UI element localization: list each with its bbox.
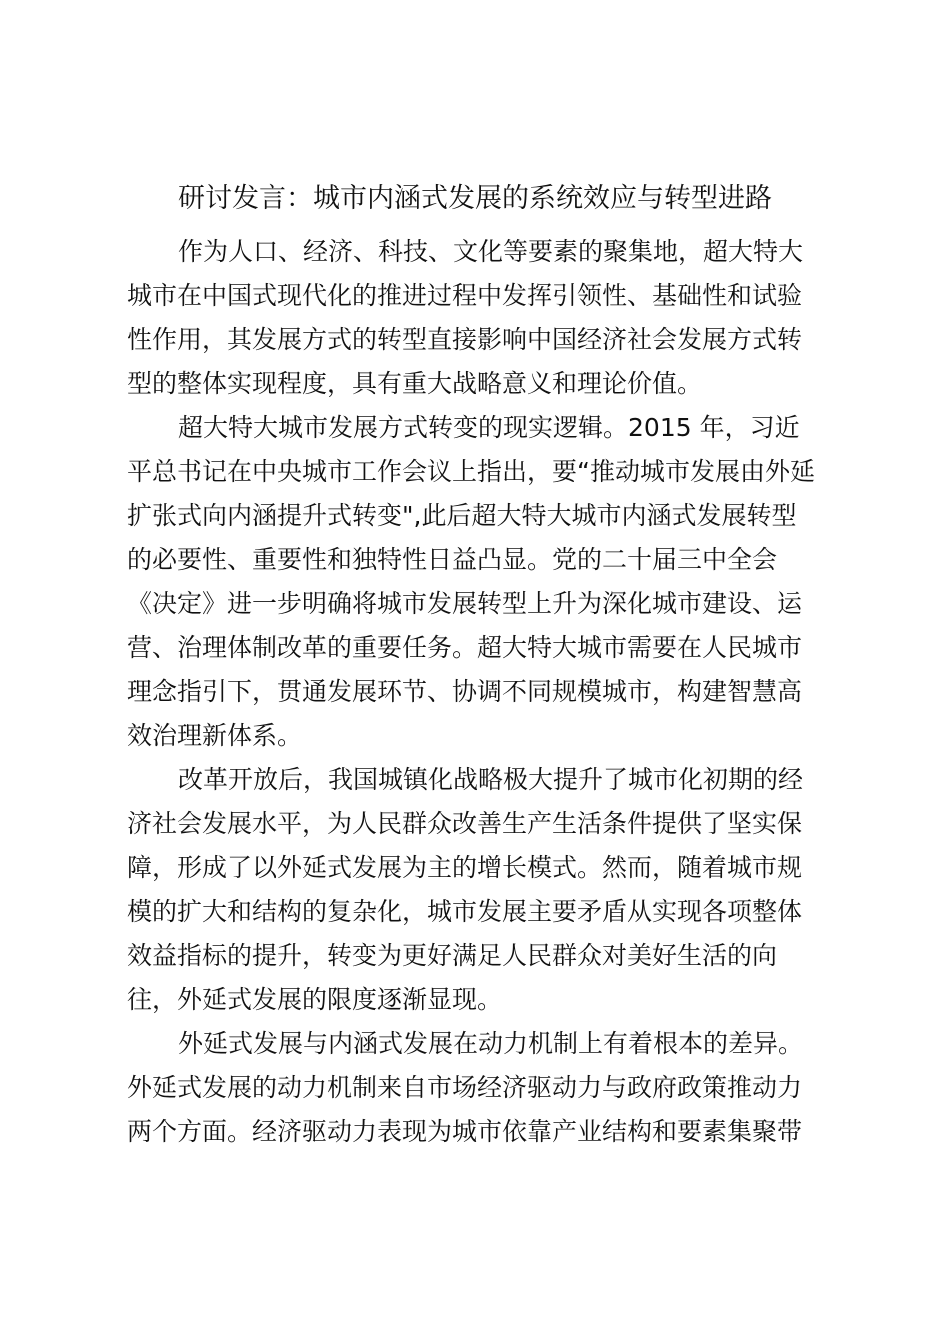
paragraph-line: 理念指引下，贯通发展环节、协调不同规模城市，构建智慧高 [127, 677, 803, 706]
paragraph-line: 外延式发展的动力机制来自市场经济驱动力与政府政策推动力 [127, 1073, 803, 1102]
paragraph-line: 外延式发展与内涵式发展在动力机制上有着根本的差异。 [178, 1029, 804, 1058]
paragraph-line: 的必要性、重要性和独特性日益凸显。党的二十届三中全会 [127, 545, 778, 574]
paragraph-line: 改革开放后，我国城镇化战略极大提升了城市化初期的经 [178, 765, 804, 794]
document-title: 研讨发言：城市内涵式发展的系统效应与转型进路 [178, 183, 772, 214]
paragraph-line: 模的扩大和结构的复杂化，城市发展主要矛盾从实现各项整体 [127, 897, 803, 926]
paragraph-line: 往，外延式发展的限度逐渐显现。 [127, 985, 503, 1014]
paragraph-line: 济社会发展水平，为人民群众改善生产生活条件提供了坚实保 [127, 809, 803, 838]
paragraph-line: 效治理新体系。 [127, 721, 303, 750]
paragraph-line: 《决定》进一步明确将城市发展转型上升为深化城市建设、运 [127, 589, 803, 618]
paragraph-line: 扩张式向内涵提升式转变",此后超大特大城市内涵式发展转型 [127, 501, 797, 530]
paragraph-line: 平总书记在中央城市工作会议上指出，要“推动城市发展由外延 [127, 457, 815, 486]
paragraph-line: 两个方面。经济驱动力表现为城市依靠产业结构和要素集聚带 [127, 1117, 803, 1146]
paragraph-line: 超大特大城市发展方式转变的现实逻辑。2015 年，习近 [178, 413, 800, 442]
paragraph-line: 效益指标的提升，转变为更好满足人民群众对美好生活的向 [127, 941, 778, 970]
paragraph-line: 性作用，其发展方式的转型直接影响中国经济社会发展方式转 [127, 325, 803, 354]
paragraph-line: 城市在中国式现代化的推进过程中发挥引领性、基础性和试验 [127, 281, 803, 310]
paragraph-line: 作为人口、经济、科技、文化等要素的聚集地，超大特大 [178, 237, 804, 266]
paragraph-line: 型的整体实现程度，具有重大战略意义和理论价值。 [127, 369, 703, 398]
paragraph-line: 营、治理体制改革的重要任务。超大特大城市需要在人民城市 [127, 633, 803, 662]
paragraph-line: 障，形成了以外延式发展为主的增长模式。然而，随着城市规 [127, 853, 803, 882]
